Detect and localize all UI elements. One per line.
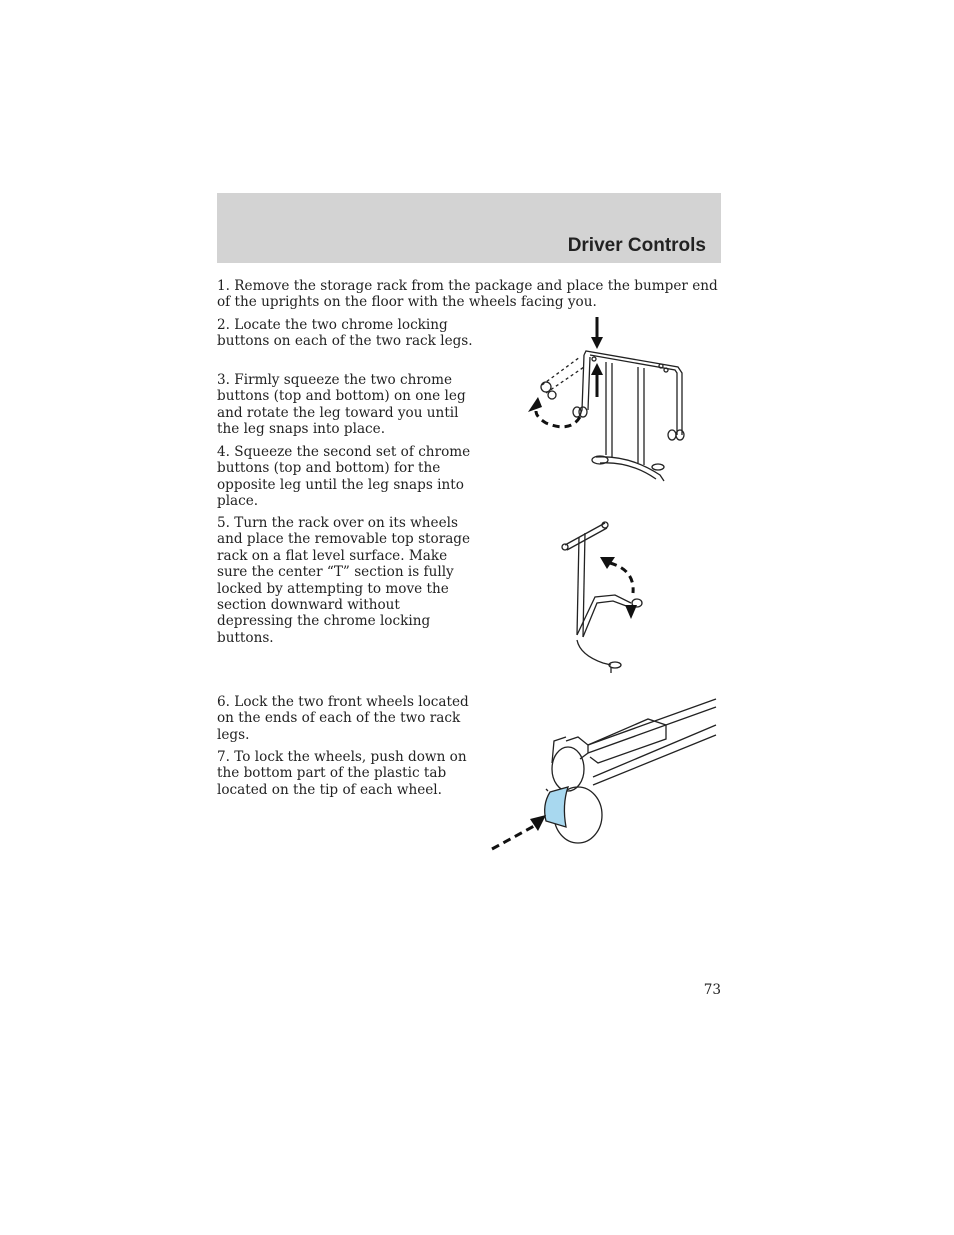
step-7-text: 7. To lock the wheels, push down on the bottom part of the plastic tab located on the tip of each wheel. [217,749,467,798]
step-6-text: 6. Lock the two front wheels located on the ends of each of the two rack legs. [217,694,469,743]
wheel-lock-illustration [488,697,720,857]
step-4-text: 4. Squeeze the second set of chrome buttons (top and bottom) for the opposite leg until the leg snaps into place. [217,444,471,510]
section-header-band [217,193,721,263]
page-number: 73 [703,982,721,998]
step-5-text: 5. Turn the rack over on its wheels and place the removable top storage rack on a flat level surface. Make sure the center “T” section is fully locked by attempting to move the section downward without depressing the chrome locking buttons. [217,515,471,646]
step-3-text: 3. Firmly squeeze the two chrome buttons (top and bottom) on one leg and rotate the leg toward you until the leg snaps into place. [217,372,466,438]
section-title: Driver Controls [567,235,706,256]
rack-legs-illustration [520,315,700,485]
step-2-text: 2. Locate the two chrome locking buttons on each of the two rack legs. [217,317,473,350]
t-section-illustration [555,515,665,680]
step-1-text: 1. Remove the storage rack from the package and place the bumper end of the uprights on the floor with the wheels facing you. [217,278,718,311]
